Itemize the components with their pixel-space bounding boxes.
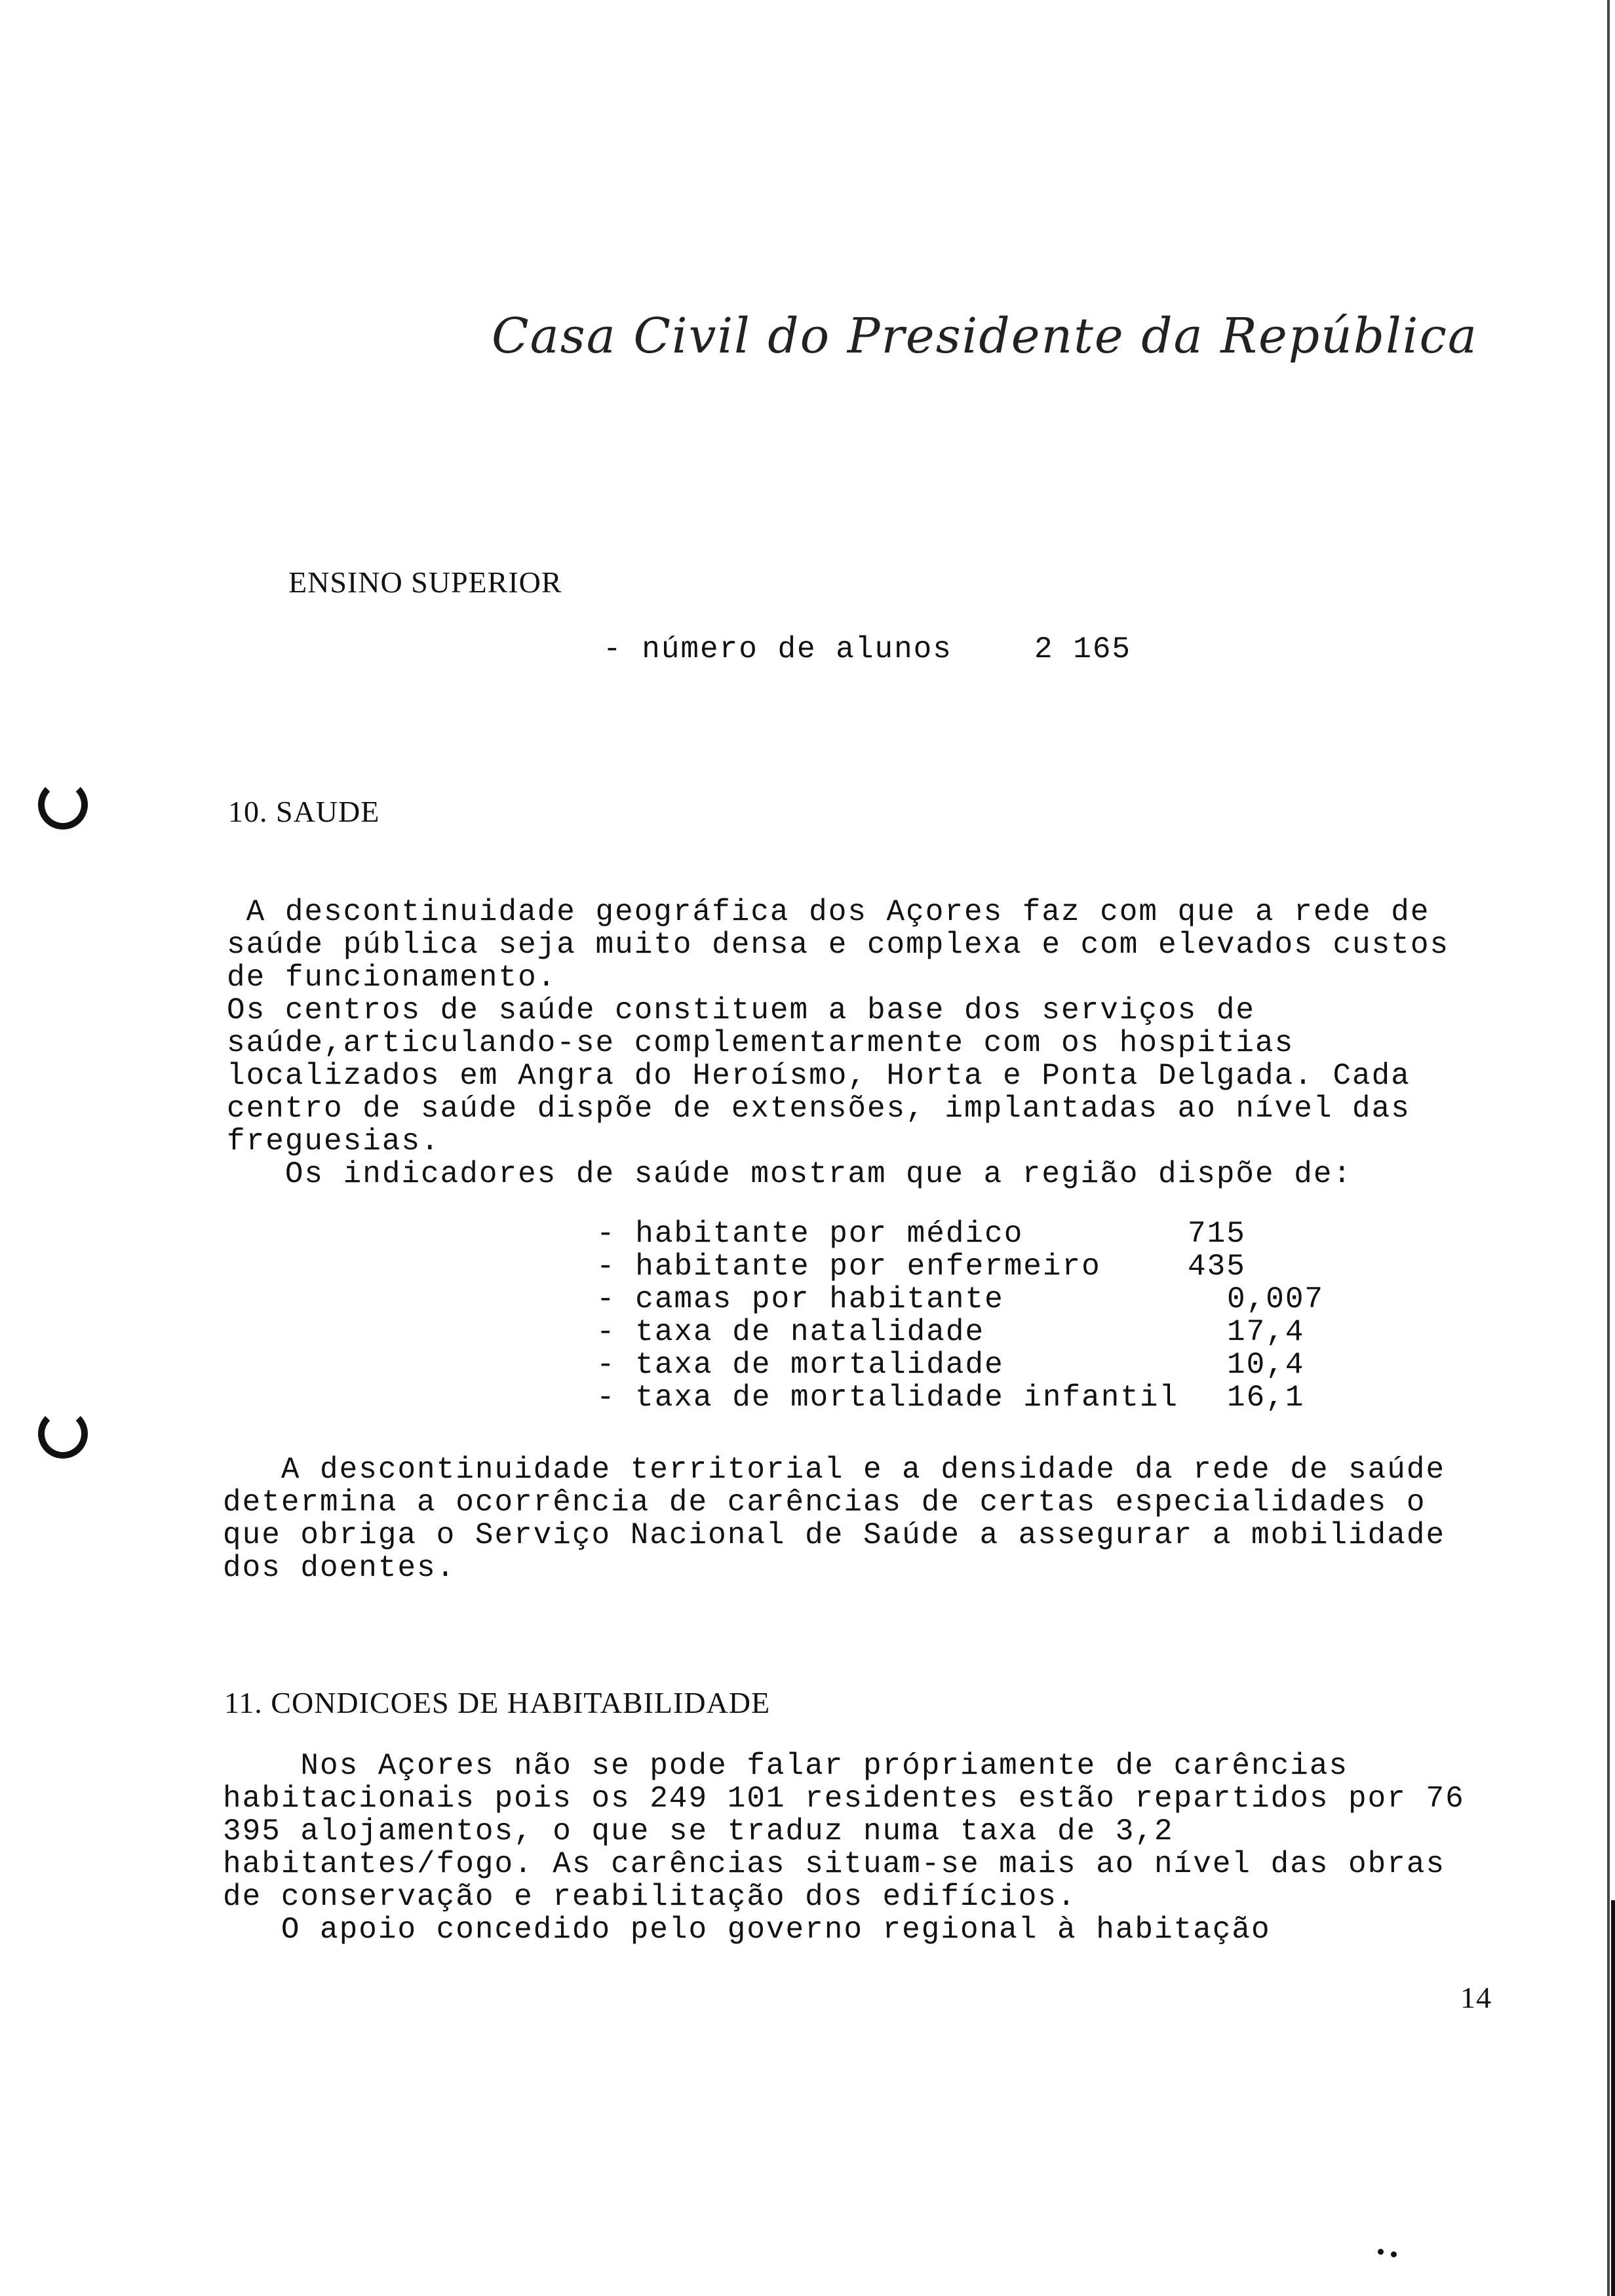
paragraph-line: freguesias. bbox=[227, 1124, 440, 1158]
ensino-item-label: - número de alunos bbox=[603, 632, 952, 666]
indicator-label: - taxa de mortalidade bbox=[596, 1348, 1004, 1382]
paragraph-line: 395 alojamentos, o que se traduz numa taxa de 3,2 bbox=[223, 1814, 1174, 1848]
indicator-value: 17,4 bbox=[1227, 1315, 1305, 1349]
indicator-value: 10,4 bbox=[1227, 1348, 1305, 1382]
indicator-value: 16,1 bbox=[1227, 1381, 1305, 1415]
page-edge-line bbox=[1607, 0, 1610, 2296]
indicator-label: - habitante por médico bbox=[596, 1217, 1024, 1251]
letterhead: Casa Civil do Presidente da República bbox=[492, 308, 1479, 364]
paragraph-line: determina a ocorrência de carências de certas especialidades o bbox=[223, 1485, 1426, 1520]
punch-hole-top bbox=[38, 780, 88, 830]
indicator-label: - taxa de natalidade bbox=[596, 1315, 985, 1349]
habitabilidade-heading: 11. CONDICOES DE HABITABILIDADE bbox=[224, 1686, 771, 1719]
ensino-heading: ENSINO SUPERIOR bbox=[288, 565, 562, 599]
page-edge-shadow bbox=[1611, 1900, 1615, 2296]
paragraph-line: habitacionais pois os 249 101 residentes estão repartidos por 76 bbox=[223, 1782, 1465, 1816]
indicator-label: - habitante por enfermeiro bbox=[596, 1250, 1101, 1284]
paragraph-line: saúde,articulando-se complementarmente com os hospitias bbox=[227, 1026, 1294, 1060]
paragraph-line: de funcionamento. bbox=[227, 961, 557, 995]
paragraph-line: habitantes/fogo. As carências situam-se mais ao nível das obras bbox=[223, 1847, 1446, 1881]
paragraph-line: Os centros de saúde constituem a base dos serviços de bbox=[227, 993, 1256, 1027]
indicator-label: - camas por habitante bbox=[596, 1282, 1004, 1316]
indicator-value: 435 bbox=[1188, 1250, 1246, 1284]
indicator-value: 715 bbox=[1188, 1217, 1246, 1251]
paragraph-line: localizados em Angra do Heroísmo, Horta e Ponta Delgada. Cada bbox=[227, 1059, 1411, 1093]
indicator-value: 0,007 bbox=[1227, 1282, 1325, 1316]
paragraph-line: Os indicadores de saúde mostram que a região dispõe de: bbox=[227, 1157, 1353, 1191]
punch-hole-bottom bbox=[38, 1409, 88, 1459]
ensino-item-value: 2 165 bbox=[1034, 632, 1132, 666]
paragraph-line: saúde pública seja muito densa e complexa e com elevados custos bbox=[227, 928, 1450, 962]
habitabilidade-paragraph bbox=[223, 1750, 1465, 1946]
saude-paragraph-2 bbox=[223, 1453, 1445, 1584]
paragraph-line: dos doentes. bbox=[223, 1551, 456, 1585]
paragraph-line: Nos Açores não se pode falar própriamente de carências bbox=[223, 1749, 1349, 1783]
paragraph-line: O apoio concedido pelo governo regional à habitação bbox=[223, 1913, 1271, 1947]
paragraph-line: A descontinuidade geográfica dos Açores faz com que a rede de bbox=[227, 895, 1430, 929]
page-number: 14 bbox=[1460, 1981, 1492, 2014]
paragraph-line: centro de saúde dispõe de extensões, implantadas ao nível das bbox=[227, 1092, 1411, 1126]
indicator-label: - taxa de mortalidade infantil bbox=[596, 1381, 1179, 1415]
saude-paragraph-1 bbox=[227, 896, 1449, 1191]
speck-mark bbox=[1391, 2251, 1397, 2257]
paragraph-line: que obriga o Serviço Nacional de Saúde a assegurar a mobilidade bbox=[223, 1518, 1446, 1552]
paragraph-line: A descontinuidade territorial e a densidade da rede de saúde bbox=[223, 1453, 1446, 1487]
saude-heading: 10. SAUDE bbox=[228, 795, 380, 828]
speck-mark bbox=[1378, 2249, 1384, 2255]
paragraph-line: de conservação e reabilitação dos edifícios. bbox=[223, 1880, 1077, 1914]
